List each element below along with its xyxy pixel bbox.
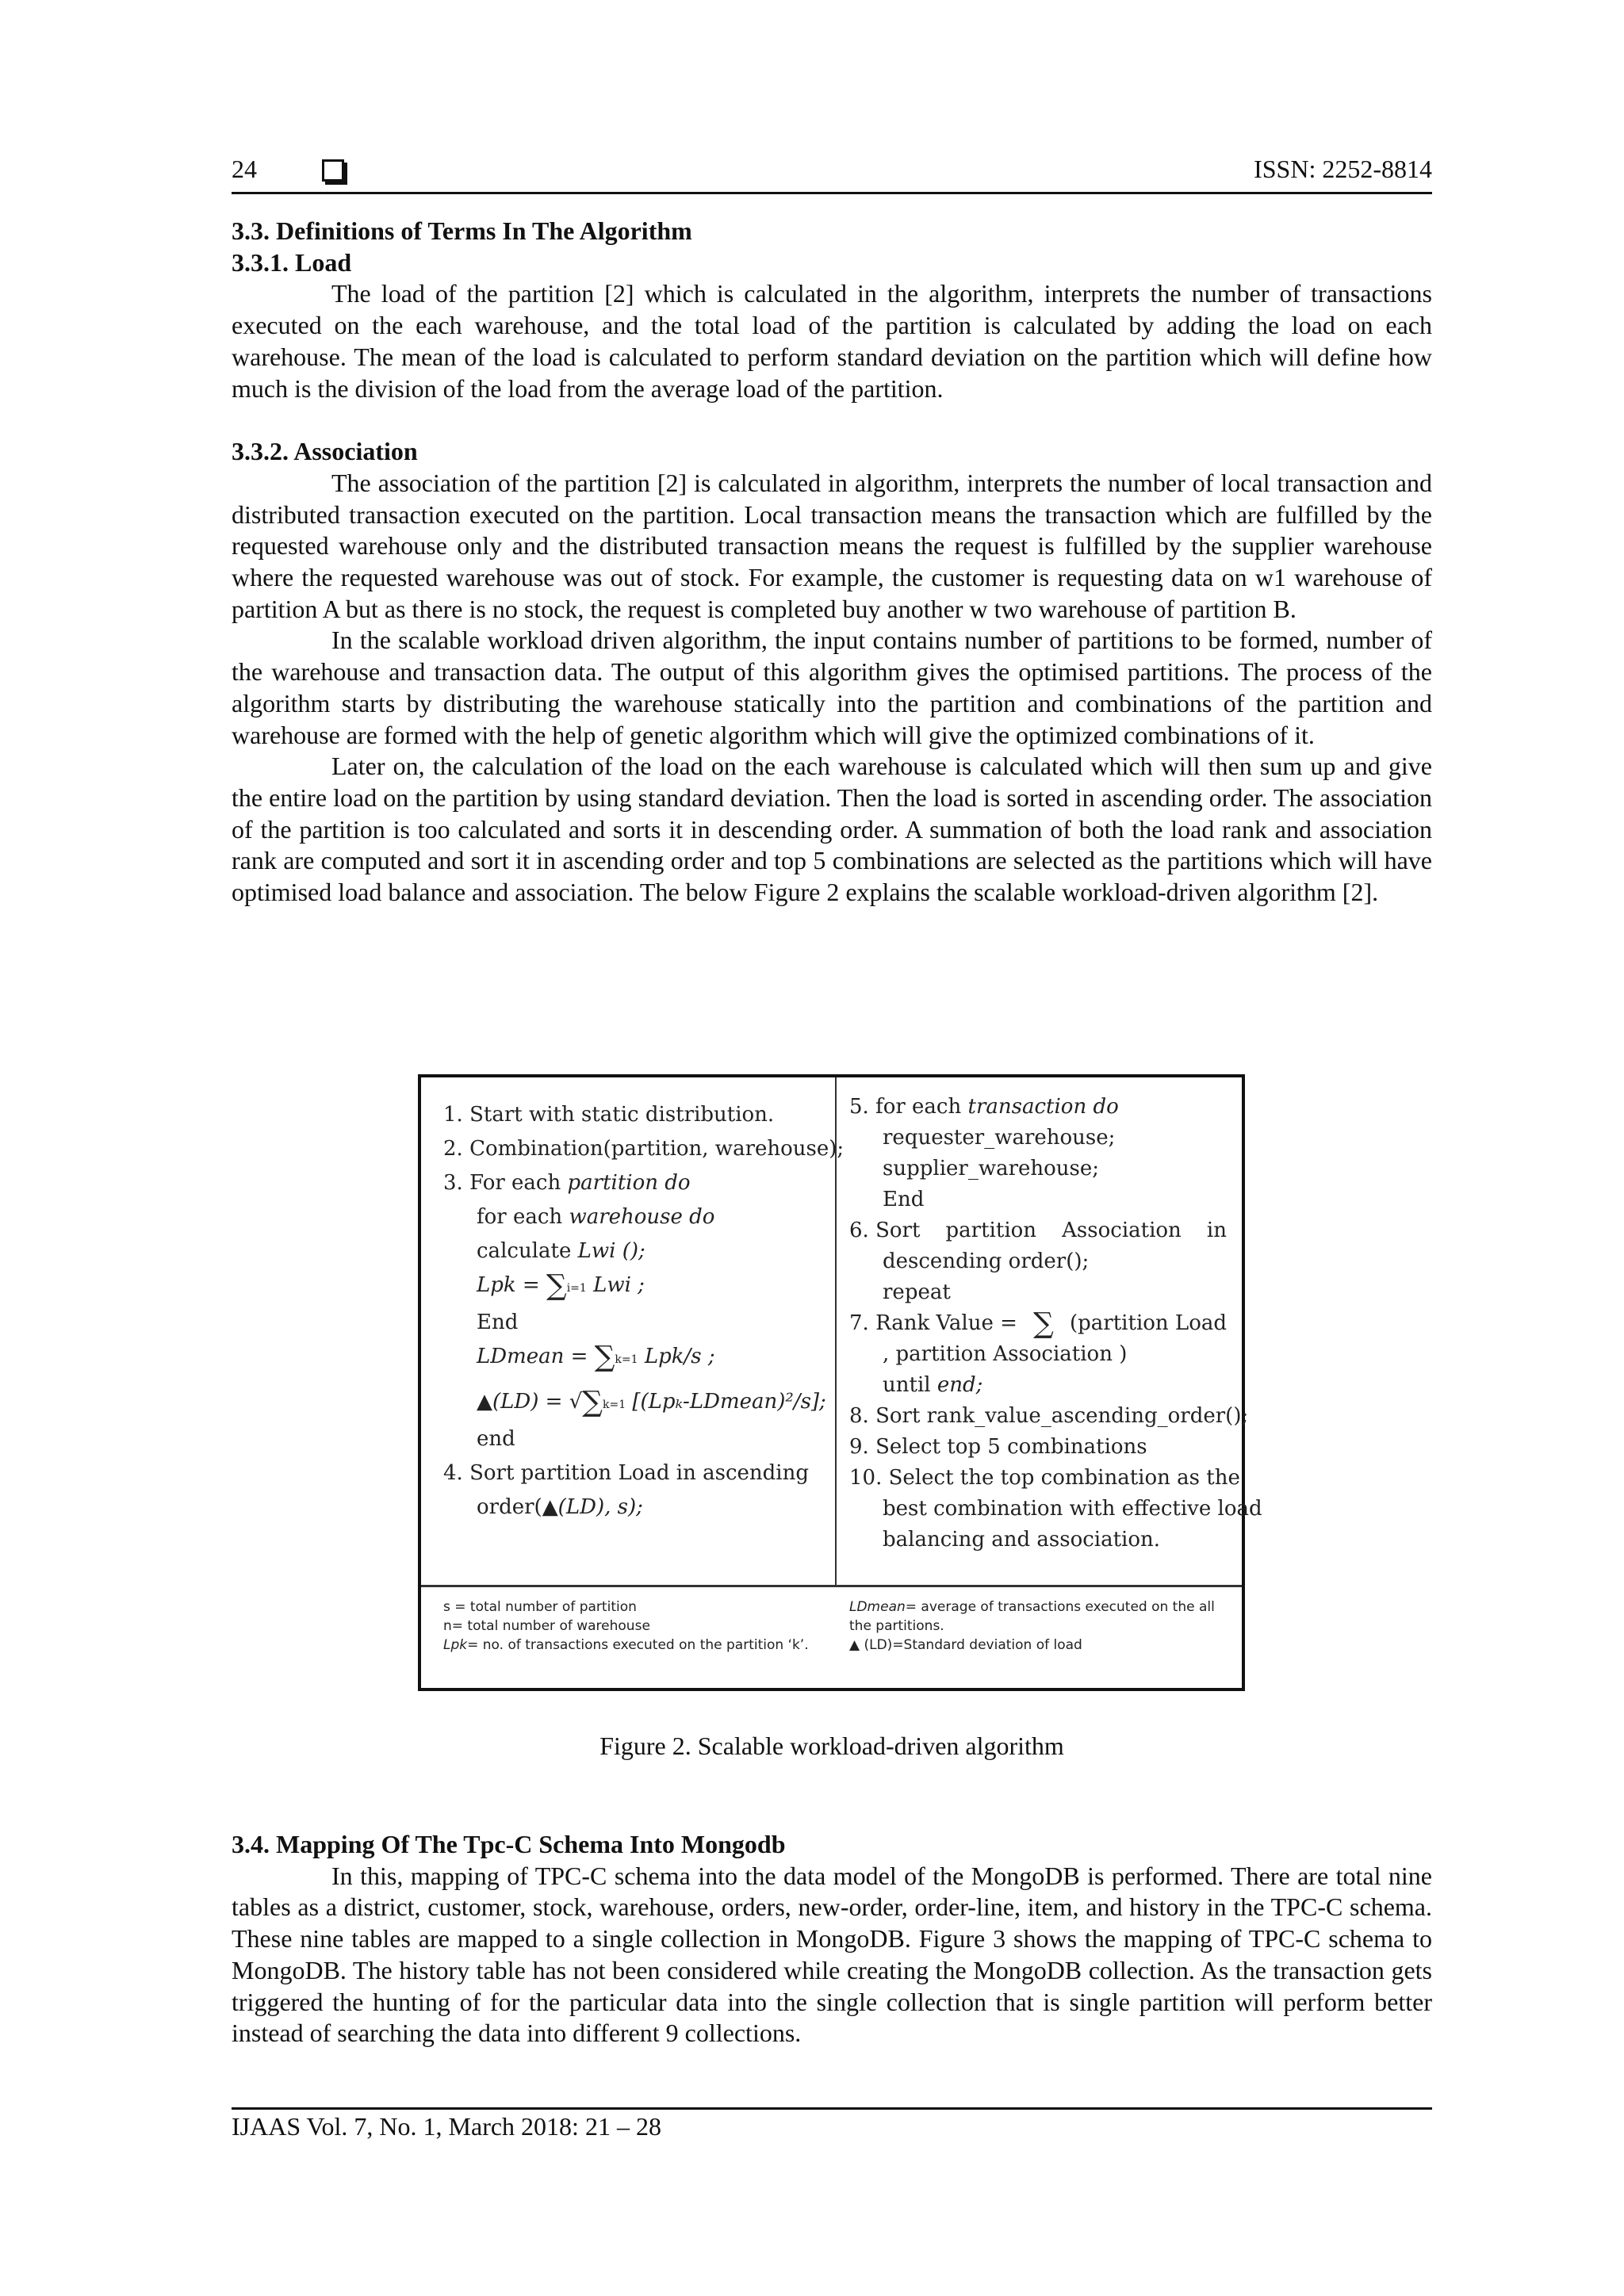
paragraph-association-2: In the scalable workload driven algorithm, the input contains number of partitions to be formed, number of the warehouse and transaction data. The output of this algorithm gives the optimised partitions. The process of the algorithm starts by distributing the warehouse statically into the partition and combinations of the partition and warehouse are formed with the help of genetic algorithm which will give the optimized combinations of it. [232,626,1432,749]
subsection-heading-association: 3.3.2. Association [232,437,418,466]
figure-caption: Figure 2. Scalable workload-driven algorithm [599,1732,1064,1760]
algo-step: 6. Sort partition Association in [849,1219,1227,1242]
algo-formula: ▲(LD) = √∑k=1 [(Lpₖ-LDmean)²/s]; [477,1386,826,1418]
algo-step: 7. Rank Value = ∑ (partition Load [849,1307,1227,1340]
legend-line: ▲ (LD)=Standard deviation of load [849,1637,1082,1653]
section-3-4 [232,1829,1432,2049]
algo-step: best combination with effective load [883,1497,1262,1521]
algo-step: supplier_warehouse; [883,1157,1100,1181]
algorithm-left-column [443,1098,845,1525]
issn-label: ISSN: 2252-8814 [1254,155,1432,183]
figure-legend-divider [421,1585,1242,1587]
sigma-icon: ∑ [546,1269,567,1302]
algo-step: descending order(); [883,1249,1090,1273]
legend-line: Lpk= no. of transactions executed on the partition ‘k’. [443,1637,809,1653]
legend-line: n= total number of warehouse [443,1618,650,1634]
algo-step: 3. For each partition do [443,1171,691,1195]
algo-step: until end; [883,1373,983,1397]
algo-step: 2. Combination(partition, warehouse); [443,1137,845,1161]
algo-step: End [477,1311,519,1334]
section-heading: 3.4. Mapping Of The Tpc-C Schema Into Mongodb [232,1830,786,1858]
algo-step: 4. Sort partition Load in ascending [443,1461,809,1485]
algo-step: 8. Sort rank_value_ascending_order(); [849,1404,1249,1428]
header-rule [232,192,1432,194]
algo-step: , partition Association ) [883,1342,1128,1366]
algo-step: repeat [883,1280,951,1304]
sigma-icon: ∑ [1033,1307,1054,1340]
algo-step: 5. for each transaction do [849,1095,1119,1119]
paragraph-mapping: In this, mapping of TPC-C schema into the data model of the MongoDB is performed. There are total nine tables as a district, customer, stock, warehouse, orders, new-order, order-line, item, and history in the TPC-C schema. These nine tables are mapped to a single collection in MongoDB. Figure 3 shows the mapping of TPC-C schema to MongoDB. The history table has not been considered while creating the MongoDB collection. As the transaction gets triggered the hunting of for the particular data into the single collection that is single partition will perform better instead of searching the data into different 9 collections. [232,1861,1432,2048]
algo-step: 1. Start with static distribution. [443,1103,775,1127]
legend-line: LDmean= average of transactions executed on the all [849,1599,1215,1615]
algorithm-right-column [849,1092,1262,1556]
algo-step: end [477,1427,515,1451]
figure-legend-left [443,1598,816,1655]
algo-step: for each warehouse do [477,1205,715,1229]
paragraph-association-3: Later on, the calculation of the load on the each warehouse is calculated which will then sum up and give the entire load on the partition by using standard deviation. Then the load is sorted in ascending order. The association of the partition is too calculated and sorts it in descending order. A summation of both the load rank and association rank are computed and sort it in ascending order and top 5 combinations are selected as the partitions which will have optimised load balance and association. The below Figure 2 explains the scalable workload-driven algorithm [2]. [232,752,1432,907]
algo-step: End [883,1188,925,1211]
algorithm-figure [418,1074,1262,1691]
section-3-3 [232,216,1432,909]
running-footer: IJAAS Vol. 7, No. 1, March 2018: 21 – 28 [232,2112,661,2141]
page-number: 24 [232,155,257,183]
figure-legend-right [849,1598,1230,1655]
section-heading: 3.3. Definitions of Terms In The Algorithm [232,216,692,245]
algo-step: 10. Select the top combination as the [849,1466,1240,1490]
paragraph-association-1: The association of the partition [2] is calculated in algorithm, interprets the number of local transaction and distributed transaction executed on the partition. Local transaction means the transaction which are fulfilled by the requested warehouse only and the distributed transaction means the request is fulfilled by the supplier warehouse where the requested warehouse was out of stock. For example, the customer is requesting data on w1 warehouse of partition A but as there is no stock, the request is completed buy another w two warehouse of partition B. [232,468,1432,623]
footer-rule [232,2107,1432,2110]
sigma-icon: ∑ [582,1386,603,1418]
running-header [232,155,1432,194]
algo-step: calculate Lwi (); [477,1239,645,1263]
sigma-icon: ∑ [594,1341,615,1373]
subsection-heading-load: 3.3.1. Load [232,247,352,277]
algo-formula: LDmean = ∑k=1 Lpk/s ; [477,1341,715,1373]
paragraph-load: The load of the partition [2] which is calculated in the algorithm, interprets the number of transactions executed on the each warehouse, and the total load of the partition is calculated by adding the load on each warehouse. The mean of the load is calculated to perform standard deviation on the partition which will define how much is the division of the load from the average load of the partition. [232,279,1432,403]
algo-step: balancing and association. [883,1528,1161,1552]
legend-line: the partitions. [849,1618,944,1634]
algo-step: 9. Select top 5 combinations [849,1435,1147,1459]
square-bullet-icon [322,159,344,182]
algo-step: order(▲(LD), s); [477,1495,643,1519]
algo-formula: Lpk = ∑i=1 Lwi ; [477,1269,645,1302]
algo-step: requester_warehouse; [883,1126,1116,1150]
legend-line: s = total number of partition [443,1599,637,1615]
